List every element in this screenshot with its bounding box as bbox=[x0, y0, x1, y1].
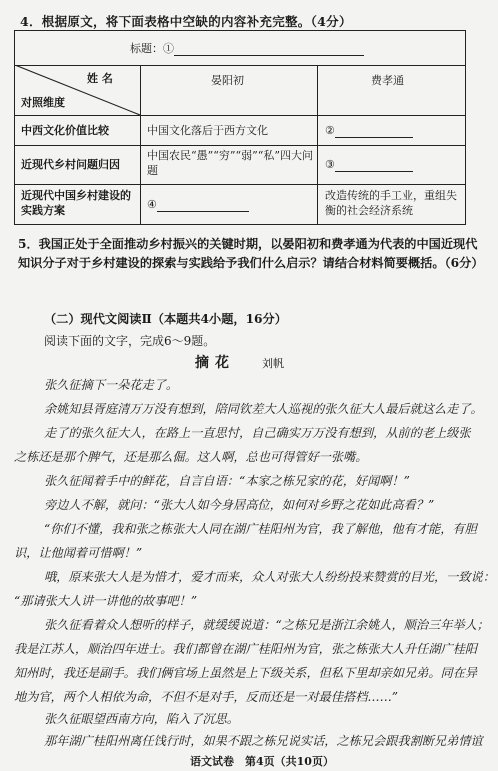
blank-2[interactable] bbox=[335, 125, 413, 138]
paragraph: 知州时，我还是副手。我们俩官场上虽然是上下级关系，但私下里却亲如兄弟。同在异 bbox=[14, 666, 478, 680]
blank-4[interactable] bbox=[157, 199, 249, 212]
row3-fei: 改造传统的手工业，重组失衡的社会经济系统 bbox=[325, 189, 457, 217]
blank-1[interactable] bbox=[174, 43, 364, 56]
page-footer: 语文试卷 第4页（共10页） bbox=[190, 755, 334, 768]
paragraph: 我是江苏人，顺治四年进士。我们都曾在湖广桂阳州为官，张之栋张大人升任湖广桂阳 bbox=[14, 642, 478, 656]
section-intro: 阅读下面的文字，完成6～9题。 bbox=[44, 334, 216, 348]
blank-3[interactable] bbox=[335, 159, 413, 172]
row2-dimension: 近现代乡村问题归因 bbox=[21, 158, 120, 171]
row3-dimension: 近现代中国乡村建设的实践方案 bbox=[21, 189, 131, 217]
story-author: 刘帆 bbox=[262, 357, 284, 370]
story-title: 摘花 bbox=[195, 355, 235, 371]
row1-fei bbox=[325, 123, 413, 138]
header-col-fei: 费孝通 bbox=[371, 74, 404, 87]
row1-yan: 中国文化落后于西方文化 bbox=[147, 124, 268, 137]
paragraph: 走了的张久征大人，在路上一直思忖，自己确实万万没有想到，从前的老上级张 bbox=[44, 426, 471, 440]
question-5: 5．我国正处于全面推动乡村振兴的关键时期，以晏阳初和费孝通为代表的中国近现代知识分子对于乡村建设的探索与实践给予我们什么启示？请结合材料简要概括。（6分） bbox=[18, 237, 484, 270]
paragraph: 之栋还是那个脾气，还是那么倔。这人啊，总也可得管好一张嘴。 bbox=[14, 450, 368, 464]
row-divider bbox=[15, 115, 465, 116]
paragraph: 张久征闻着手中的鲜花，自言自语：“本家之栋兄家的花，好闻啊！” bbox=[44, 474, 410, 488]
row-divider bbox=[15, 184, 465, 185]
paragraph: 识，让他闻着可惜啊！” bbox=[14, 546, 143, 560]
question-4: 4．根据原文，将下面表格中空缺的内容补充完整。（4分） bbox=[20, 14, 352, 29]
paragraph: 余姚知县胥庭清万万没有想到，陪同钦差大人巡视的张久征大人最后就这么走了。 bbox=[44, 402, 483, 416]
row2-yan: 中国农民“愚”“穷”“弱”“私”四大问题 bbox=[147, 149, 313, 177]
row3-yan bbox=[147, 197, 249, 212]
row2-fei bbox=[325, 157, 413, 172]
header-name: 姓 名 bbox=[87, 72, 113, 85]
paragraph: 旁边人不解，就问：“张大人如今身居高位，如何对乡野之花如此高看？” bbox=[44, 498, 435, 512]
paragraph: 张久征摘下一朵花走了。 bbox=[44, 378, 179, 392]
header-dimension: 对照维度 bbox=[21, 96, 65, 109]
title-label-text: 标题：① bbox=[130, 42, 174, 55]
paragraph: “你们不懂，我和张之栋张大人同在湖广桂阳州为官，我了解他，他有才能，有胆 bbox=[44, 522, 477, 536]
row1-dimension: 中西文化价值比较 bbox=[21, 124, 109, 137]
paragraph: 张久征看着众人想听的样子，就缓缓说道：“之栋兄是浙江余姚人，顺治三年举人； bbox=[44, 618, 489, 632]
blank-2-label: ② bbox=[325, 124, 335, 137]
paragraph: 哦，原来张大人是为惜才，爱才而来，众人对张大人纷纷投来赞赏的目光，一致说： bbox=[44, 570, 495, 584]
section-heading: （二）现代文阅读Ⅱ（本题共4小题，16分） bbox=[44, 312, 287, 326]
col-divider bbox=[317, 65, 318, 224]
paragraph: “那请张大人讲一讲他的故事吧！” bbox=[14, 594, 198, 608]
col-divider bbox=[140, 65, 141, 224]
table-title-label bbox=[130, 41, 364, 56]
row-divider bbox=[15, 145, 465, 146]
paragraph: 那年湖广桂阳州离任饯行时，如果不跟之栋兄说实话，之栋兄会跟我割断兄弟情谊 bbox=[44, 734, 483, 748]
paragraph: 张久征眼望西南方向，陷入了沉思。 bbox=[44, 712, 239, 726]
blank-4-label: ④ bbox=[147, 198, 157, 211]
comparison-table bbox=[14, 30, 466, 225]
blank-3-label: ③ bbox=[325, 158, 335, 171]
paragraph: 地为官，两个人相依为命，不但不是对手，反而还是一对最佳搭档……” bbox=[14, 690, 399, 704]
header-col-yan: 晏阳初 bbox=[211, 74, 244, 87]
